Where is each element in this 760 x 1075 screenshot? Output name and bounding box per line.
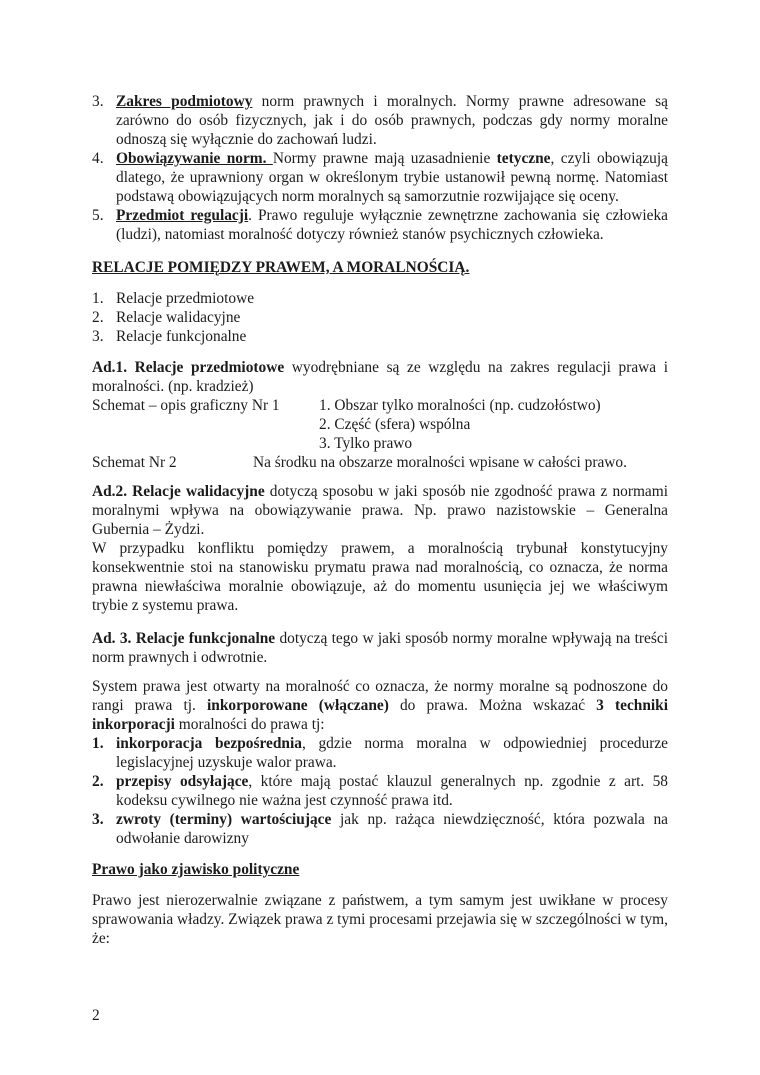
list-item-number: 3.: [92, 811, 104, 828]
text-run: norm prawnych i moralnych. Normy prawne adresowane są zarówno do osób fizycznych, jak i do osób prawnych, podczas gdy normy moralne odnoszą się wyłącznie do zachowań ludzi.: [116, 93, 668, 148]
paragraph-ad2-continuation: W przypadku konfliktu pomiędzy prawem, a moralnością trybunał konstytucyjny konsekwentnie stoi na stanowisku prymatu prawa nad moralnością, co oznacza, że norma prawna niewłaściwa moralnie obowiązuje, aż do momentu usunięcia jej we właściwym trybie z systemu prawa.: [92, 540, 668, 614]
text-run-bold: Ad.2. Relacje walidacyjne: [92, 483, 265, 500]
schemat-label: Schemat – opis graficzny Nr 1: [92, 397, 280, 414]
text-run: moralności do prawa tj:: [174, 716, 325, 733]
list-item-text: [116, 772, 668, 810]
list-item-number: 1.: [92, 290, 104, 307]
text-run-bold-underline: Przedmiot regulacji: [116, 207, 249, 224]
schemat-block: [92, 396, 668, 472]
list-item-4: [92, 149, 668, 206]
list-item-text: Relacje przedmiotowe: [116, 290, 255, 307]
paragraph-closing: Prawo jest nierozerwalnie związane z państwem, a tym samym jest uwikłane w procesy sprawowania władzy. Związek prawa z tymi procesami przejawia się w szczególności w tym, że:: [92, 892, 668, 947]
paragraph-ad2: [92, 482, 668, 539]
schemat-label-empty: [92, 434, 319, 453]
list-item-number: 2.: [92, 309, 104, 326]
schemat-row: [92, 396, 668, 415]
text-run: do prawa. Można wskazać: [388, 697, 597, 714]
text-run-bold: zwroty (terminy) wartościujące: [116, 811, 332, 828]
text-run-bold-underline: Obowiązywanie norm.: [116, 150, 273, 167]
schemat-label-empty: [92, 415, 319, 434]
list-item-number: 3.: [92, 93, 104, 110]
list-item-text: [116, 149, 668, 206]
text-run-bold: Ad. 3. Relacje funkcjonalne: [92, 630, 276, 647]
list-item-text: [116, 206, 668, 244]
text-run: wyodrębniane są ze względu na zakres regulacji prawa i moralności. (np. kradzież): [92, 359, 668, 395]
text-run: System prawa jest otwarty na moralność co oznacza, że normy moralne są podnoszone do rangi prawa tj.: [92, 678, 668, 714]
page-content: [92, 92, 668, 948]
paragraph-ad3: [92, 629, 668, 667]
list-item-text: [116, 734, 668, 772]
text-run-bold: przepisy odsyłające: [116, 773, 249, 790]
law-vs-morality-list: [92, 92, 668, 244]
text-run: , które mają postać klauzul generalnych np. zgodnie z art. 58 kodeksu cywilnego nie ważna jest czynność prawa itd.: [116, 773, 668, 809]
schemat-row: [92, 415, 668, 434]
text-run-bold: tetyczne: [496, 150, 551, 167]
schemat-item: Na środku na obszarze moralności wpisane w całości prawo.: [253, 454, 627, 471]
list-item-number: 1.: [92, 735, 104, 752]
list-item: [92, 734, 668, 772]
schemat-label: Schemat Nr 2: [92, 454, 177, 471]
list-item-3: [92, 92, 668, 149]
list-item-text: [116, 810, 668, 848]
schemat-item: 3. Tylko prawo: [319, 435, 413, 452]
text-run: dotyczą sposobu w jaki sposób nie zgodność prawa z normami moralnymi wpływa na obowiązywanie prawa. Np. prawo nazistowskie – Generalna Gubernia – Żydzi.: [92, 483, 669, 538]
page-number: 2: [92, 1007, 100, 1024]
text-run: , gdzie norma moralna w odpowiedniej procedurze legislacyjnej uzyskuje walor prawa.: [116, 735, 668, 771]
text-run: jak np. rażąca niewdzięczność, która pozwala na odwołanie darowizny: [116, 811, 669, 847]
list-item: [92, 810, 668, 848]
list-item: [92, 289, 668, 308]
list-item-number: 2.: [92, 773, 104, 790]
list-item: [92, 772, 668, 810]
section-heading-polityczne: Prawo jako zjawisko polityczne: [92, 861, 300, 878]
text-run-bold: 3 techniki inkorporacji: [92, 697, 669, 733]
list-item-number: 3.: [92, 328, 104, 345]
section-heading-relacje: RELACJE POMIĘDZY PRAWEM, A MORALNOŚCIĄ.: [92, 259, 470, 276]
list-item-text: Relacje funkcjonalne: [116, 328, 247, 345]
text-run-bold-underline: Zakres podmiotowy: [116, 93, 253, 110]
schemat-item: 1. Obszar tylko moralności (np. cudzołóstwo): [319, 397, 601, 414]
list-item: [92, 308, 668, 327]
paragraph-ad1: [92, 358, 668, 396]
schemat-item: 2. Część (sfera) wspólna: [319, 416, 471, 433]
text-run: Normy prawne mają uzasadnienie: [272, 150, 497, 167]
text-run: dotyczą tego w jaki sposób normy moralne wpływają na treści norm prawnych i odwrotnie.: [92, 630, 668, 666]
list-item-number: 4.: [92, 150, 104, 167]
list-item-text: [116, 92, 668, 149]
list-item-5: [92, 206, 668, 244]
schemat-row: [92, 434, 668, 453]
paragraph-system-prawa: [92, 677, 668, 734]
text-run: , czyli obowiązują dlatego, że uprawniony organ w określonym trybie ustanowił pewną normę. Natomiast podstawą obowiązujących norm moralnych są samorzutnie rozwijające się oceny.: [116, 150, 668, 205]
text-run-bold: inkorporacja bezpośrednia: [116, 735, 302, 752]
relation-types-list: [92, 289, 668, 346]
list-item-number: 5.: [92, 207, 104, 224]
text-run: . Prawo reguluje wyłącznie zewnętrzne zachowania się człowieka (ludzi), natomiast moralność dotyczy również stanów psychicznych człowieka.: [116, 207, 668, 243]
text-run-bold: inkorporowane (włączane): [207, 697, 389, 714]
techniki-inkorporacji-list: [92, 734, 668, 848]
list-item-text: Relacje walidacyjne: [116, 309, 241, 326]
text-run-bold: Ad.1. Relacje przedmiotowe: [92, 359, 285, 376]
list-item: [92, 327, 668, 346]
schemat-row: [92, 453, 668, 472]
